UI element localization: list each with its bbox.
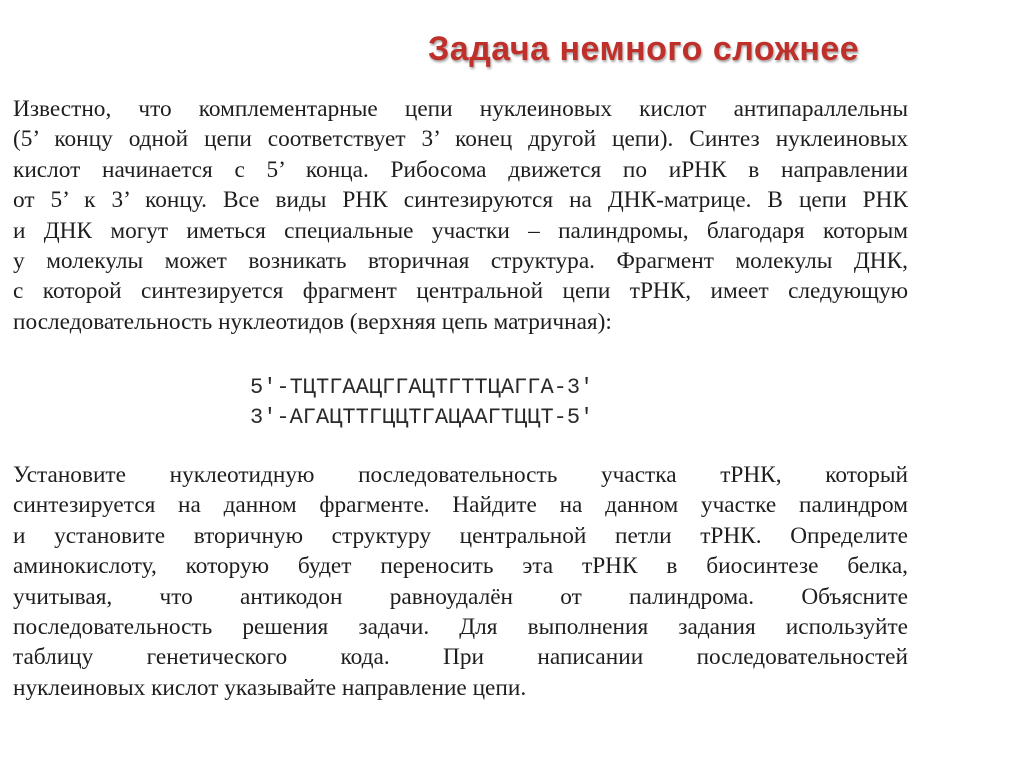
text-line: у молекулы может возникать вторичная структура. Фрагмент молекулы ДНК, xyxy=(13,248,908,275)
text-line: Установите нуклеотидную последовательность участка тРНК, который xyxy=(13,462,908,488)
text-line: с которой синтезируется фрагмент центральной цепи тРНК, имеет следующую xyxy=(13,278,908,305)
text-line: аминокислоту, которую будет переносить эта тРНК в биосинтезе белка, xyxy=(13,553,908,580)
text-line: кислот начинается с 5’ конца. Рибосома движется по иРНК в направлении xyxy=(13,156,908,183)
text-line: Известно, что комплементарные цепи нуклеиновых кислот антипараллельны xyxy=(13,96,908,122)
problem-statement-paragraph xyxy=(13,94,908,337)
task-instructions-paragraph xyxy=(13,460,908,703)
slide-title: Задача немного сложнее xyxy=(428,30,860,68)
dna-sequence xyxy=(250,373,593,433)
text-line: от 5’ к 3’ концу. Все виды РНК синтезируются на ДНК-матрице. В цепи РНК xyxy=(13,187,908,214)
text-line: (5’ концу одной цепи соответствует 3’ конец другой цепи). Синтез нуклеиновых xyxy=(13,126,908,153)
dna-bottom-strand: 3'-АГАЦТТГЦЦТГАЦААГТЦЦТ-5' xyxy=(250,405,594,430)
text-line: и ДНК могут иметься специальные участки – палиндромы, благодаря которым xyxy=(13,217,908,244)
text-line: нуклеиновых кислот указывайте направление цепи. xyxy=(13,674,527,701)
text-line: и установите вторичную структуру центральной петли тРНК. Определите xyxy=(13,522,908,549)
text-line: таблицу генетического кода. При написании последовательностей xyxy=(13,644,908,671)
text-line: синтезируется на данном фрагменте. Найдите на данном участке палиндром xyxy=(13,492,908,519)
dna-top-strand: 5'-ТЦТГААЦГГАЦТГТТЦАГГА-3' xyxy=(250,375,594,400)
text-line: последовательность решения задачи. Для выполнения задания используйте xyxy=(13,614,908,641)
text-line: учитывая, что антикодон равноудалён от палиндрома. Объясните xyxy=(13,583,908,610)
text-line: последовательность нуклеотидов (верхняя цепь матричная): xyxy=(13,308,612,335)
